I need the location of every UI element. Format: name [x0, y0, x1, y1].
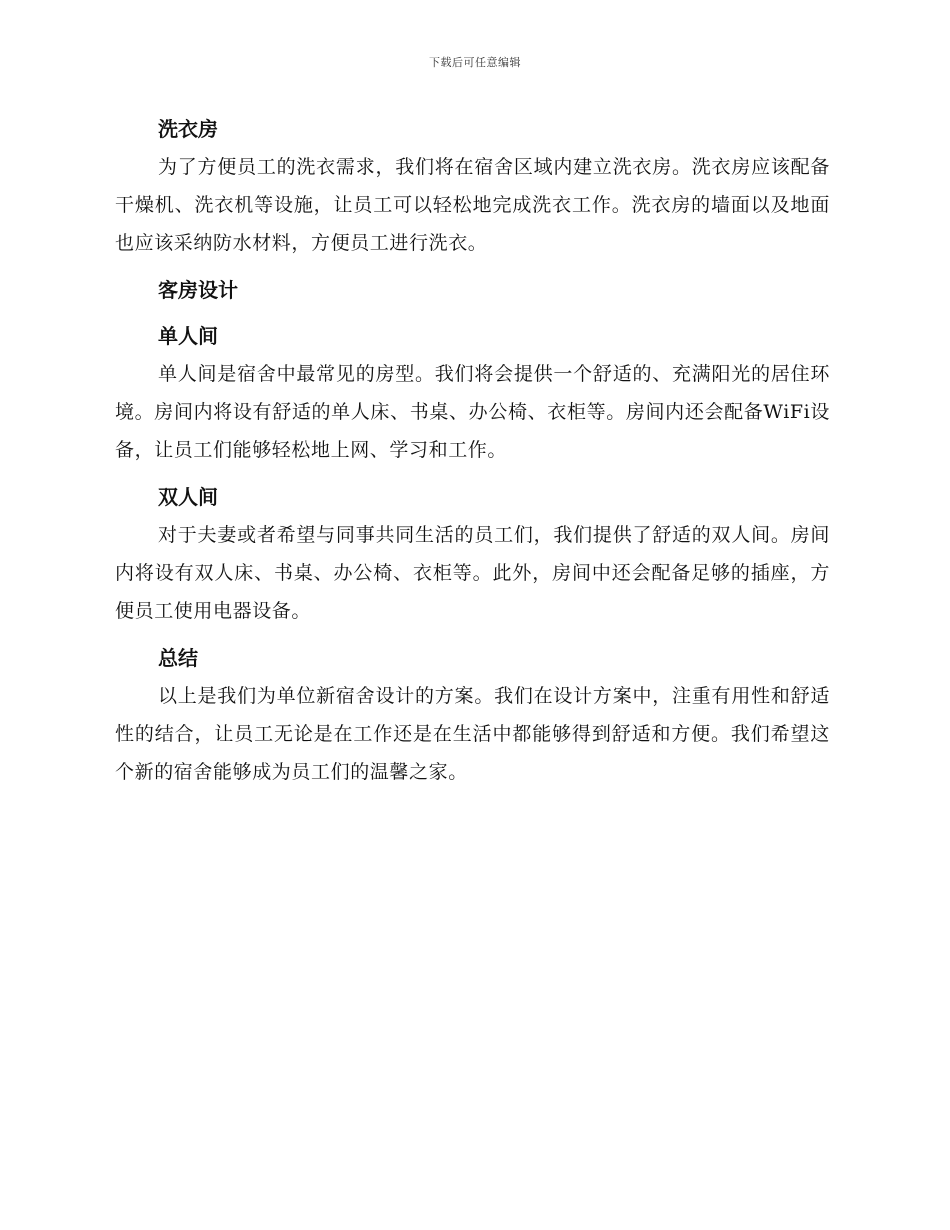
section-heading-laundry: 洗衣房: [158, 117, 218, 141]
section-heading-room-design: 客房设计: [158, 278, 238, 302]
section-heading-single-room: 单人间: [158, 324, 218, 348]
section-paragraph-summary: 以上是我们为单位新宿舍设计的方案。我们在设计方案中，注重有用性和舒适性的结合，让员工无论是在工作还是在生活中都能够得到舒适和方便。我们希望这个新的宿舍能够成为员工们的温馨之家。: [115, 685, 830, 783]
spacer: [115, 309, 830, 317]
section-paragraph-double-room: 对于夫妻或者希望与同事共同生活的员工们，我们提供了舒适的双人间。房间内将设有双人床、书桌、办公椅、衣柜等。此外，房间中还会配备足够的插座，方便员工使用电器设备。: [115, 524, 830, 622]
section-paragraph-laundry: 为了方便员工的洗衣需求，我们将在宿舍区域内建立洗衣房。洗衣房应该配备干燥机、洗衣机等设施，让员工可以轻松地完成洗衣工作。洗衣房的墙面以及地面也应该采纳防水材料，方便员工进行洗衣。: [115, 156, 830, 254]
document-body: [115, 110, 830, 800]
page-header-note: 下载后可任意编辑: [429, 56, 521, 69]
section-paragraph-single-room: 单人间是宿舍中最常见的房型。我们将会提供一个舒适的、充满阳光的居住环境。房间内将设有舒适的单人床、书桌、办公椅、衣柜等。房间内还会配备WiFi设备，让员工们能够轻松地上网、学习和工作。: [115, 363, 830, 461]
section-heading-double-room: 双人间: [158, 485, 218, 509]
section-heading-summary: 总结: [158, 646, 198, 670]
